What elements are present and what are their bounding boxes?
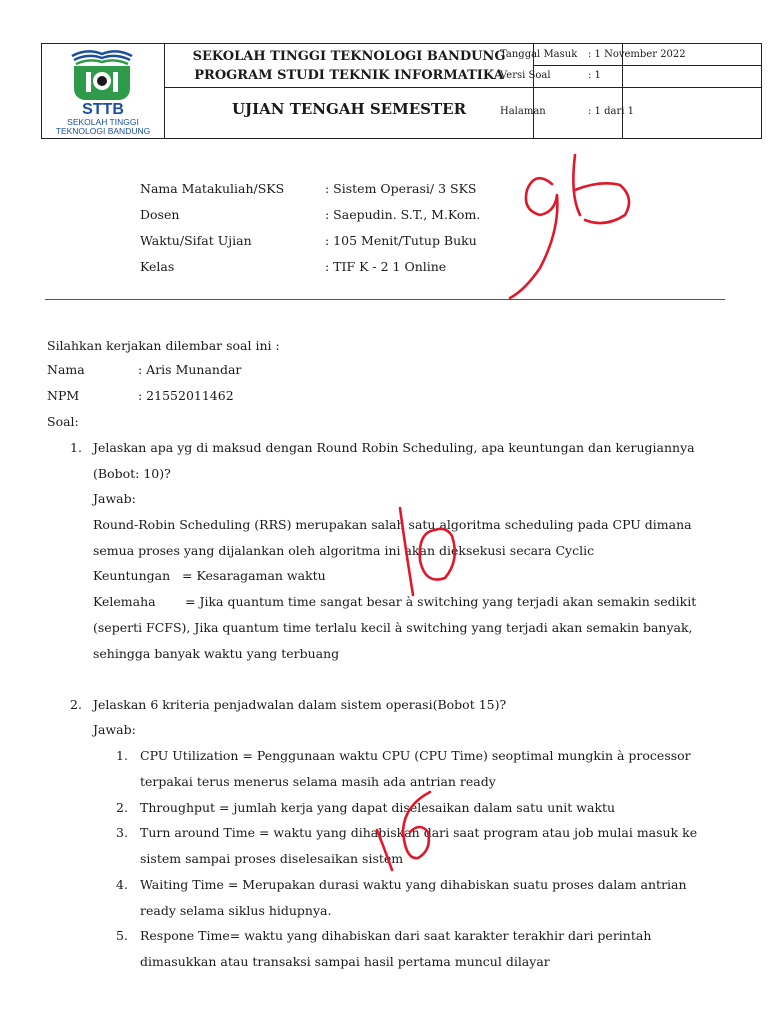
q1-jawab: Jawab:: [93, 491, 136, 506]
q1-text-line1: Jelaskan apa yg di maksud dengan Round Robin Scheduling, apa keuntungan dan kerugiannya: [93, 440, 695, 455]
q1-answer-line2: semua proses yang dijalankan oleh algoritma ini akan dieksekusi secara Cyclic: [93, 543, 595, 558]
meta-value-tanggal: : 1 November 2022: [588, 49, 686, 60]
q1-answer-line6: sehingga banyak waktu yang terbuang: [93, 646, 340, 661]
q1-answer-line5: (seperti FCFS), Jika quantum time terlalu kecil à switching yang terjadi akan semakin banyak,: [93, 620, 693, 635]
student-name-label: Nama: [47, 362, 85, 377]
q2-item2-line1: Throughput = jumlah kerja yang dapat diselesaikan dalam satu unit waktu: [140, 800, 616, 815]
total-score-mark: [510, 155, 629, 298]
school-line1: SEKOLAH TINGGI TEKNOLOGI BANDUNG: [192, 49, 506, 64]
q1-text-line2: (Bobot: 10)?: [93, 466, 171, 481]
q1-keuntungan-label: Keuntungan: [93, 568, 171, 583]
q2-item1-line1: CPU Utilization = Penggunaan waktu CPU (CPU Time) seoptimal mungkin à processor: [140, 748, 691, 763]
q2-item4-line1: Waiting Time = Merupakan durasi waktu yang dihabiskan suatu proses dalam antrian: [140, 877, 687, 892]
q2-item4-number: 4.: [116, 877, 128, 892]
course-value-kelas: : TIF K - 2 1 Online: [325, 259, 447, 274]
q2-item1-number: 1.: [116, 748, 128, 763]
header-table: [41, 43, 762, 139]
q1-answer-line1: Round-Robin Scheduling (RRS) merupakan salah satu algoritma scheduling pada CPU dimana: [93, 517, 692, 532]
q2-item3-number: 3.: [116, 825, 128, 840]
q2-text: Jelaskan 6 kriteria penjadwalan dalam sistem operasi(Bobot 15)?: [93, 697, 507, 712]
q1-kelemahan-value: = Jika quantum time sangat besar à switching yang terjadi akan semakin sedikit: [185, 594, 697, 609]
course-value-matakuliah: : Sistem Operasi/ 3 SKS: [325, 181, 477, 196]
meta-label-halaman: Halaman: [500, 106, 546, 117]
q2-item5-line1: Respone Time= waktu yang dihabiskan dari saat karakter terakhir dari perintah: [140, 928, 652, 943]
soal-label: Soal:: [47, 414, 79, 429]
course-label-dosen: Dosen: [140, 207, 180, 222]
student-npm-value: : 21552011462: [138, 388, 234, 403]
separator-line: [45, 299, 725, 300]
q2-item1-line2: terpakai terus menerus selama masih ada antrian ready: [140, 774, 496, 789]
logo-abbr: STTB: [82, 101, 124, 118]
q2-item3-line2: sistem sampai proses diselesaikan sistem: [140, 851, 404, 866]
q2-item5-number: 5.: [116, 928, 128, 943]
student-npm-label: NPM: [47, 388, 80, 403]
course-label-waktu: Waktu/Sifat Ujian: [140, 233, 252, 248]
exam-title: UJIAN TENGAH SEMESTER: [231, 100, 467, 118]
q2-item2-number: 2.: [116, 800, 128, 815]
q2-item3-line1: Turn around Time = waktu yang dihabiskan dari saat program atau job mulai masuk ke: [140, 825, 698, 840]
meta-label-tanggal: Tanggal Masuk: [500, 49, 578, 60]
meta-value-halaman: : 1 dari 1: [588, 106, 634, 117]
school-line2: PROGRAM STUDI TEKNIK INFORMATIKA: [194, 68, 504, 83]
logo-line1: SEKOLAH TINGGI: [67, 117, 139, 127]
q2-number: 2.: [70, 697, 82, 712]
q1-keuntungan-value: = Kesaragaman waktu: [182, 568, 326, 583]
meta-label-versi: Versi Soal: [500, 70, 551, 81]
meta-value-versi: : 1: [588, 70, 601, 81]
q2-jawab: Jawab:: [93, 722, 136, 737]
q2-item4-line2: ready selama siklus hidupnya.: [140, 903, 332, 918]
q1-number: 1.: [70, 440, 82, 455]
course-value-dosen: : Saepudin. S.T., M.Kom.: [325, 207, 481, 222]
logo-line2: TEKNOLOGI BANDUNG: [55, 126, 151, 136]
q1-kelemahan-label: Kelemaha: [93, 594, 156, 609]
course-label-kelas: Kelas: [140, 259, 175, 274]
q2-item5-line2: dimasukkan atau transaksi sampai hasil pertama muncul dilayar: [140, 954, 550, 969]
sttb-logo: [42, 44, 164, 138]
instruction-text: Silahkan kerjakan dilembar soal ini :: [47, 338, 280, 353]
course-label-matakuliah: Nama Matakuliah/SKS: [140, 181, 285, 196]
course-value-waktu: : 105 Menit/Tutup Buku: [325, 233, 477, 248]
student-name-value: : Aris Munandar: [138, 362, 242, 377]
